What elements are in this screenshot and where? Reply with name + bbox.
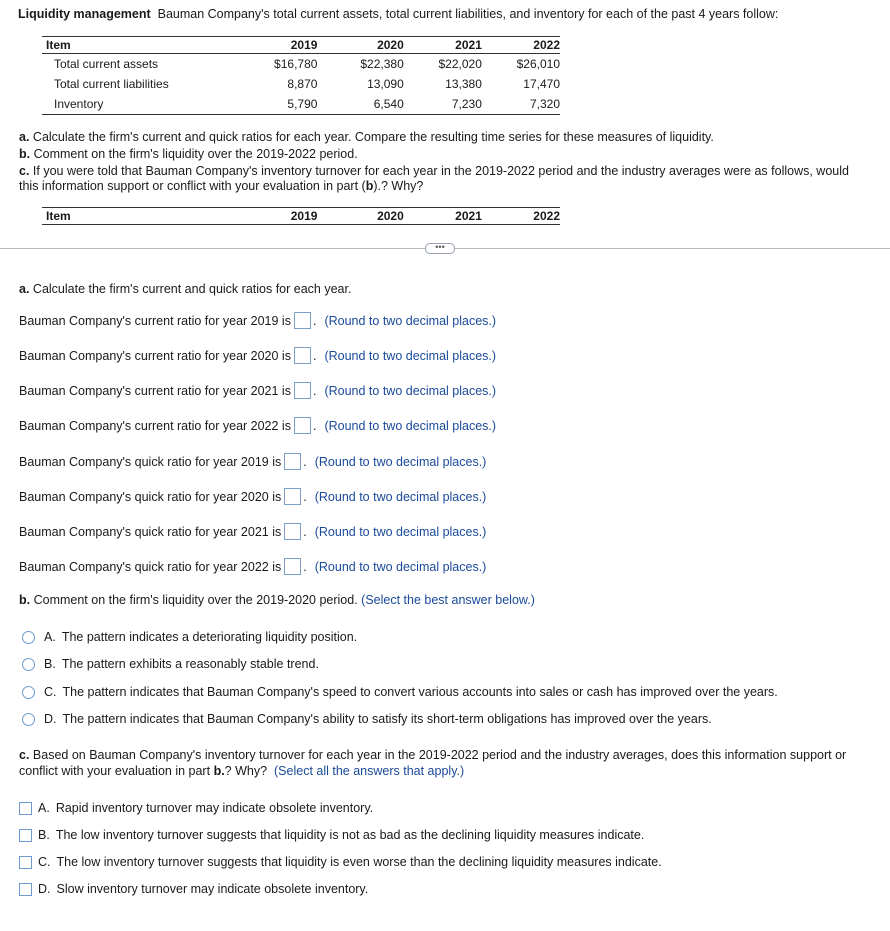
part-c-prefix: c. <box>19 748 30 762</box>
option-letter: C. <box>38 855 51 869</box>
row-label: Total current assets <box>54 57 159 71</box>
part-c-part-ref: b. <box>213 764 225 778</box>
part-c-option-c[interactable] <box>19 855 662 869</box>
option-letter: C. <box>44 685 57 699</box>
option-text: The pattern indicates a deteriorating liquidity position. <box>61 630 358 644</box>
problem-intro <box>18 7 778 21</box>
part-c-line2-end: ? Why? <box>224 764 268 778</box>
table-header-row <box>42 208 560 225</box>
header-item: Item <box>42 37 225 54</box>
current-ratio-2021-row: Bauman Company's current ratio for year 2021 is . (Round to two decimal places.) <box>19 383 497 398</box>
checkbox[interactable] <box>19 829 32 842</box>
part-c-line1: Based on Bauman Company's inventory turnover for each year in the 2019-2022 period and the industry averages, does this information support or <box>32 748 847 762</box>
part-b-question: Comment on the firm's liquidity over the 2019-2020 period. <box>33 593 358 607</box>
cell: 5,790 <box>225 94 318 115</box>
option-letter: A. <box>38 801 50 815</box>
cell: 7,230 <box>404 94 482 115</box>
quick-ratio-2020-label: Bauman Company's quick ratio for year 2020 is <box>19 489 282 504</box>
checkbox[interactable] <box>19 883 32 896</box>
header-2019: 2019 <box>225 37 318 54</box>
option-text: The pattern indicates that Bauman Company's ability to satisfy its short-term obligations has improved over the years. <box>62 712 712 726</box>
option-letter: D. <box>44 712 57 726</box>
turnover-table <box>42 207 560 225</box>
quick-ratio-2020-input[interactable] <box>284 488 301 505</box>
option-text: The pattern indicates that Bauman Company's speed to convert various accounts into sales or cash has improved over the years. <box>62 685 778 699</box>
problem-heading: Liquidity management <box>18 7 151 21</box>
cell: 13,090 <box>367 77 404 91</box>
part-b-option-a[interactable] <box>22 630 357 644</box>
radio-button[interactable] <box>22 631 35 644</box>
expand-button[interactable]: ••• <box>425 243 455 254</box>
question-c-text-line1: If you were told that Bauman Company's inventory turnover for each year in the 2019-2022 period and the industry averages were as follows, would <box>32 164 849 178</box>
question-c-line2 <box>19 179 423 193</box>
part-b-option-b[interactable] <box>22 657 319 671</box>
header-2019: 2019 <box>225 208 318 225</box>
option-text: The low inventory turnover suggests that liquidity is even worse than the declining liquidity measures indicate. <box>56 855 662 869</box>
header-2021: 2021 <box>404 208 482 225</box>
cell: 13,380 <box>445 77 482 91</box>
part-b-option-c[interactable] <box>22 685 778 699</box>
quick-ratio-2019-row: Bauman Company's quick ratio for year 2019 is . (Round to two decimal places.) <box>19 454 487 469</box>
question-c-prefix: c. <box>19 164 30 178</box>
problem-text: Bauman Company's total current assets, total current liabilities, and inventory for each of the past 4 years follow: <box>157 7 779 21</box>
option-letter: B. <box>38 828 50 842</box>
header-2022: 2022 <box>482 37 560 54</box>
question-c-text-line2-end: ).? Why? <box>373 179 424 193</box>
question-a-prefix: a. <box>19 130 30 144</box>
cell: $16,780 <box>274 57 318 71</box>
checkbox[interactable] <box>19 856 32 869</box>
round-hint: (Round to two decimal places.) <box>314 454 487 469</box>
current-ratio-2020-input[interactable] <box>294 347 311 364</box>
current-ratio-2019-label: Bauman Company's current ratio for year 2019 is <box>19 313 291 328</box>
round-hint: (Round to two decimal places.) <box>324 348 497 363</box>
question-b <box>19 147 358 161</box>
header-2020: 2020 <box>317 208 403 225</box>
quick-ratio-2022-input[interactable] <box>284 558 301 575</box>
current-ratio-2022-label: Bauman Company's current ratio for year 2022 is <box>19 418 291 433</box>
cell: 17,470 <box>523 77 560 91</box>
row-label: Inventory <box>42 94 225 115</box>
round-hint: (Round to two decimal places.) <box>314 489 487 504</box>
part-c-option-b[interactable] <box>19 828 644 842</box>
current-ratio-2020-row: Bauman Company's current ratio for year 2020 is . (Round to two decimal places.) <box>19 348 497 363</box>
option-text: The low inventory turnover suggests that liquidity is not as bad as the declining liquidity measures indicate. <box>55 828 645 842</box>
current-ratio-2019-row: Bauman Company's current ratio for year 2019 is . (Round to two decimal places.) <box>19 313 497 328</box>
table-header-row <box>42 37 560 54</box>
part-c-instruction: (Select all the answers that apply.) <box>274 764 465 778</box>
option-letter: B. <box>44 657 56 671</box>
cell: $22,020 <box>438 57 482 71</box>
part-a-prefix: a. <box>19 282 30 296</box>
quick-ratio-2019-label: Bauman Company's quick ratio for year 2019 is <box>19 454 282 469</box>
part-a-heading-text: Calculate the firm's current and quick ratios for each year. <box>32 282 352 296</box>
quick-ratio-2019-input[interactable] <box>284 453 301 470</box>
current-ratio-2021-label: Bauman Company's current ratio for year 2021 is <box>19 383 291 398</box>
part-c-line2: conflict with your evaluation in part <box>19 764 211 778</box>
question-c-text-line2: this information support or conflict with your evaluation in part ( <box>19 179 366 193</box>
option-text: Rapid inventory turnover may indicate obsolete inventory. <box>55 801 374 815</box>
part-c-option-a[interactable] <box>19 801 373 815</box>
checkbox[interactable] <box>19 802 32 815</box>
radio-button[interactable] <box>22 713 35 726</box>
option-letter: D. <box>38 882 51 896</box>
question-c-part-ref: b <box>365 179 374 193</box>
header-2022: 2022 <box>482 208 560 225</box>
part-c-heading <box>19 748 846 762</box>
current-ratio-2022-input[interactable] <box>294 417 311 434</box>
quick-ratio-2022-label: Bauman Company's quick ratio for year 2022 is <box>19 559 282 574</box>
quick-ratio-2021-row: Bauman Company's quick ratio for year 2021 is . (Round to two decimal places.) <box>19 524 487 539</box>
quick-ratio-2022-row: Bauman Company's quick ratio for year 2022 is . (Round to two decimal places.) <box>19 559 487 574</box>
header-2020: 2020 <box>317 37 403 54</box>
quick-ratio-2020-row: Bauman Company's quick ratio for year 2020 is . (Round to two decimal places.) <box>19 489 487 504</box>
part-b-heading <box>19 593 535 607</box>
table-row <box>42 74 560 94</box>
data-table <box>42 36 560 115</box>
part-b-prefix: b. <box>19 593 31 607</box>
round-hint: (Round to two decimal places.) <box>314 524 487 539</box>
cell: $22,380 <box>360 57 404 71</box>
part-b-instruction: (Select the best answer below.) <box>361 593 535 607</box>
round-hint: (Round to two decimal places.) <box>314 559 487 574</box>
question-b-text: Comment on the firm's liquidity over the 2019-2022 period. <box>33 147 358 161</box>
round-hint: (Round to two decimal places.) <box>324 313 497 328</box>
cell: $26,010 <box>516 57 560 71</box>
current-ratio-2022-row: Bauman Company's current ratio for year 2022 is . (Round to two decimal places.) <box>19 418 497 433</box>
table-row <box>42 94 560 115</box>
part-b-option-d[interactable] <box>22 712 712 726</box>
header-item: Item <box>42 208 225 225</box>
cell: 6,540 <box>317 94 403 115</box>
option-text: Slow inventory turnover may indicate obsolete inventory. <box>56 882 369 896</box>
quick-ratio-2021-label: Bauman Company's quick ratio for year 2021 is <box>19 524 282 539</box>
question-a-text: Calculate the firm's current and quick ratios for each year. Compare the resulting time series for these measures of liquidity. <box>32 130 714 144</box>
round-hint: (Round to two decimal places.) <box>324 418 497 433</box>
table-row <box>42 54 560 75</box>
cell: 7,320 <box>482 94 560 115</box>
part-c-option-d[interactable] <box>19 882 368 896</box>
question-a <box>19 130 714 144</box>
header-2021: 2021 <box>404 37 482 54</box>
quick-ratio-2021-input[interactable] <box>284 523 301 540</box>
question-c <box>19 164 849 178</box>
radio-button[interactable] <box>22 658 35 671</box>
radio-button[interactable] <box>22 686 35 699</box>
option-letter: A. <box>44 630 56 644</box>
part-c-heading-line2 <box>19 764 464 778</box>
part-a-heading <box>19 282 351 296</box>
row-label: Total current liabilities <box>54 77 169 91</box>
current-ratio-2019-input[interactable] <box>294 312 311 329</box>
cell: 8,870 <box>287 77 318 91</box>
current-ratio-2021-input[interactable] <box>294 382 311 399</box>
question-b-prefix: b. <box>19 147 31 161</box>
round-hint: (Round to two decimal places.) <box>324 383 497 398</box>
option-text: The pattern exhibits a reasonably stable trend. <box>61 657 319 671</box>
current-ratio-2020-label: Bauman Company's current ratio for year 2020 is <box>19 348 291 363</box>
